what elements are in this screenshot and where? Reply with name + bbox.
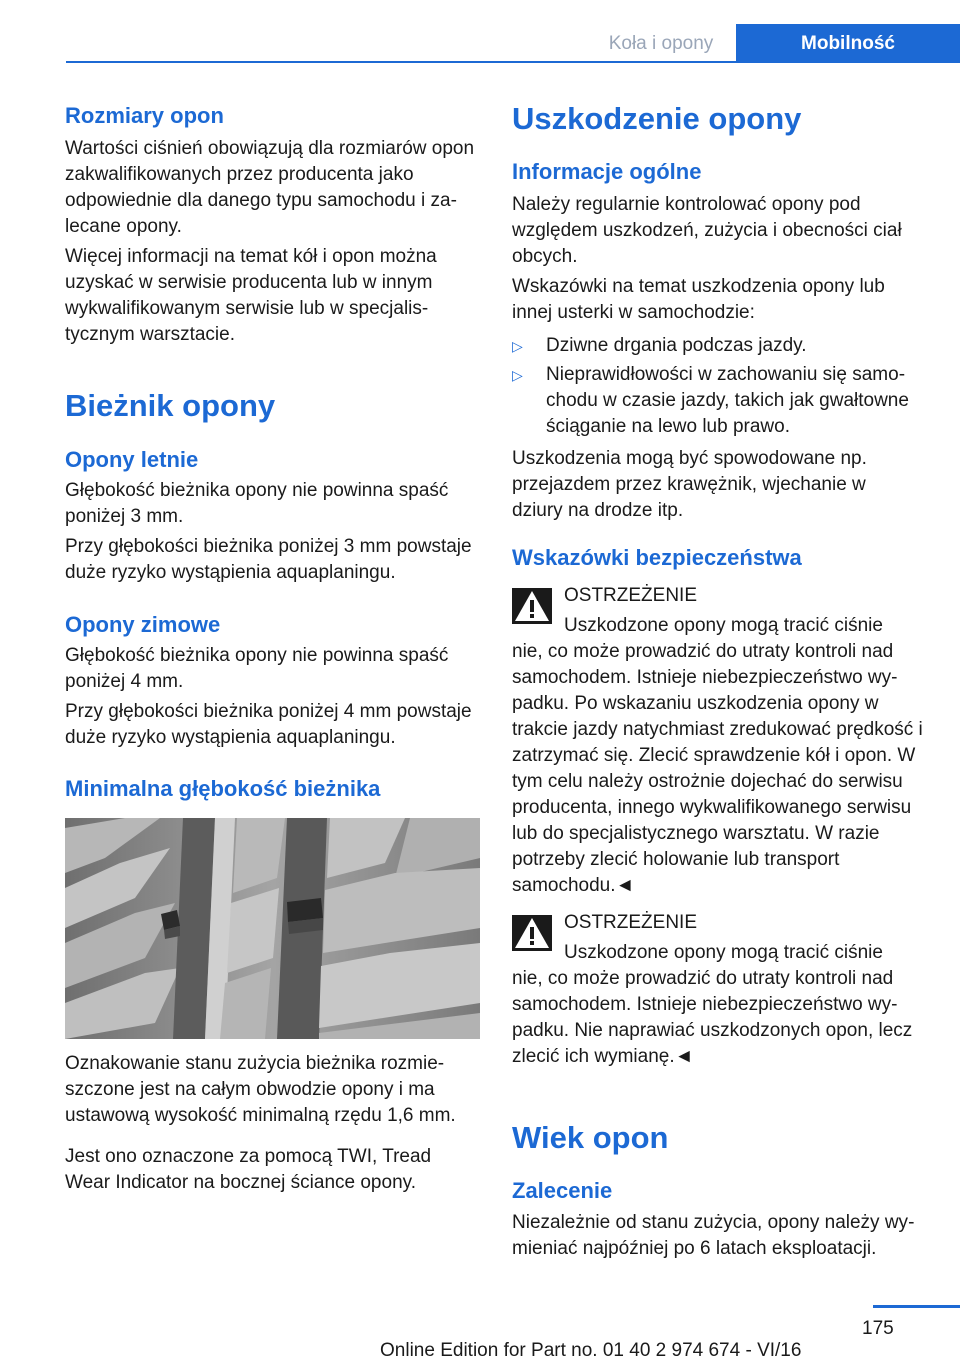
- heading-informacje-ogolne: Informacje ogólne: [512, 159, 702, 184]
- title-wiek-opon: Wiek opon: [512, 1120, 669, 1155]
- paragraph-zimowe-1: Głębokość bieżnika opony nie powinna spaść poniżej 4 mm.: [65, 645, 449, 692]
- warning-triangle-icon: [512, 588, 552, 624]
- heading-zalecenie: Zalecenie: [512, 1178, 613, 1203]
- paragraph-rozmiary-2: Więcej informacji na temat kół i opon można uzyskać w serwisie producenta lub w innym wykwalifikowanym serwisie lub w specjalistycznym warsztacie.: [65, 246, 437, 345]
- paragraph-letnie-1: Głębokość bieżnika opony nie powinna spaść poniżej 3 mm.: [65, 480, 449, 527]
- paragraph-rozmiary-1: Wartości ciśnień obowiązują dla rozmiarów opon zakwalifikowanych przez producenta jako odpowiednie dla danego typu samochodu i zalecane opony.: [65, 138, 475, 237]
- tread-wear-indicator-figure: [65, 818, 480, 1039]
- footer-edition: Online Edition for Part no. 01 40 2 974 674 - VI/16: [380, 1340, 802, 1361]
- bullet-triangle-icon: ▷: [512, 367, 523, 383]
- paragraph-zalecenie: Niezależnie od stanu zużycia, opony należy wymieniać najpóźniej po 6 latach eksploatacji.: [512, 1212, 915, 1259]
- warning-text-first-line: Uszkodzone opony mogą tracić ciśnie: [564, 942, 883, 963]
- paragraph-twi: Jest ono oznaczone za pomocą TWI, Tread Wear Indicator na bocznej ściance opony.: [65, 1146, 432, 1193]
- heading-opony-letnie: Opony letnie: [65, 447, 199, 472]
- paragraph-informacje-1: Należy regularnie kontrolować opony pod względem uszkodzeń, zużycia i obecności ciał obcych.: [512, 194, 902, 267]
- heading-wskazowki-bezpieczenstwa: Wskazówki bezpieczeństwa: [512, 545, 802, 570]
- header-rule: [66, 61, 960, 63]
- heading-opony-zimowe: Opony zimowe: [65, 612, 221, 637]
- warning-label: OSTRZEŻENIE: [564, 912, 698, 933]
- header-section-label: Koła i opony: [608, 33, 714, 54]
- warning-text: nie, co może prowadzić do utraty kontroli nad samochodem. Istnieje niebezpieczeństwo wypadku. Nie naprawiać uszkodzonych opon, lecz zlecić ich wymianę.◄: [512, 968, 913, 1067]
- twi-indicator-large: [287, 898, 323, 934]
- bullet-text: Nieprawidłowości w zachowaniu się samochodu w czasie jazdy, takich jak gwałtowne ściąganie na lewo lub prawo.: [546, 364, 909, 437]
- title-biezniki-opony: Bieżnik opony: [65, 388, 276, 423]
- paragraph-letnie-2: Przy głębokości bieżnika poniżej 3 mm powstaje duże ryzyko wystąpienia aquaplaningu.: [65, 536, 472, 583]
- title-uszkodzenie-opony: Uszkodzenie opony: [512, 101, 802, 136]
- footer-rule: [873, 1305, 960, 1308]
- warning-triangle-icon: [512, 915, 552, 951]
- heading-rozmiary-opon: Rozmiary opon: [65, 103, 224, 128]
- page-header: [0, 0, 960, 64]
- page-number: 175: [862, 1318, 894, 1339]
- bullet-text: Dziwne drgania podczas jazdy.: [546, 335, 807, 356]
- warning-text: nie, co może prowadzić do utraty kontroli nad samochodem. Istnieje niebezpieczeństwo wypadku. Po wskazaniu uszkodzenia opony w trakcie jazdy natychmiast zredukować prędkość i zatrzymać się. Zlecić sprawdzenie kół i opon. W tym celu należy ostrożnie dojechać do serwisu producenta, innego wykwalifikowanego serwisu lub do specjalistycznego warsztatu. W razie potrzeby zlecić holowanie lub transport samochodu.◄: [512, 641, 923, 896]
- warning-text-first-line: Uszkodzone opony mogą tracić ciśnie: [564, 615, 883, 636]
- heading-minimalna-glebokosc: Minimalna głębokość bieżnika: [65, 776, 381, 801]
- paragraph-zimowe-2: Przy głębokości bieżnika poniżej 4 mm powstaje duże ryzyko wystąpienia aquaplaningu.: [65, 701, 472, 748]
- header-chapter-tab: Mobilność: [736, 24, 960, 63]
- bullet-triangle-icon: ▷: [512, 338, 523, 354]
- paragraph-informacje-2: Wskazówki na temat uszkodzenia opony lub innej usterki w samochodzie:: [512, 276, 885, 323]
- figure-caption: Oznakowanie stanu zużycia bieżnika rozmieszczone jest na całym obwodzie opony i ma ustawową wysokość minimalną rzędu 1,6 mm.: [65, 1053, 456, 1126]
- warning-label: OSTRZEŻENIE: [564, 585, 698, 606]
- tire-tread-illustration: [65, 818, 480, 1039]
- paragraph-uszkodzenia: Uszkodzenia mogą być spowodowane np. przejazdem przez krawężnik, wjechanie w dziury na drodze itp.: [512, 448, 867, 521]
